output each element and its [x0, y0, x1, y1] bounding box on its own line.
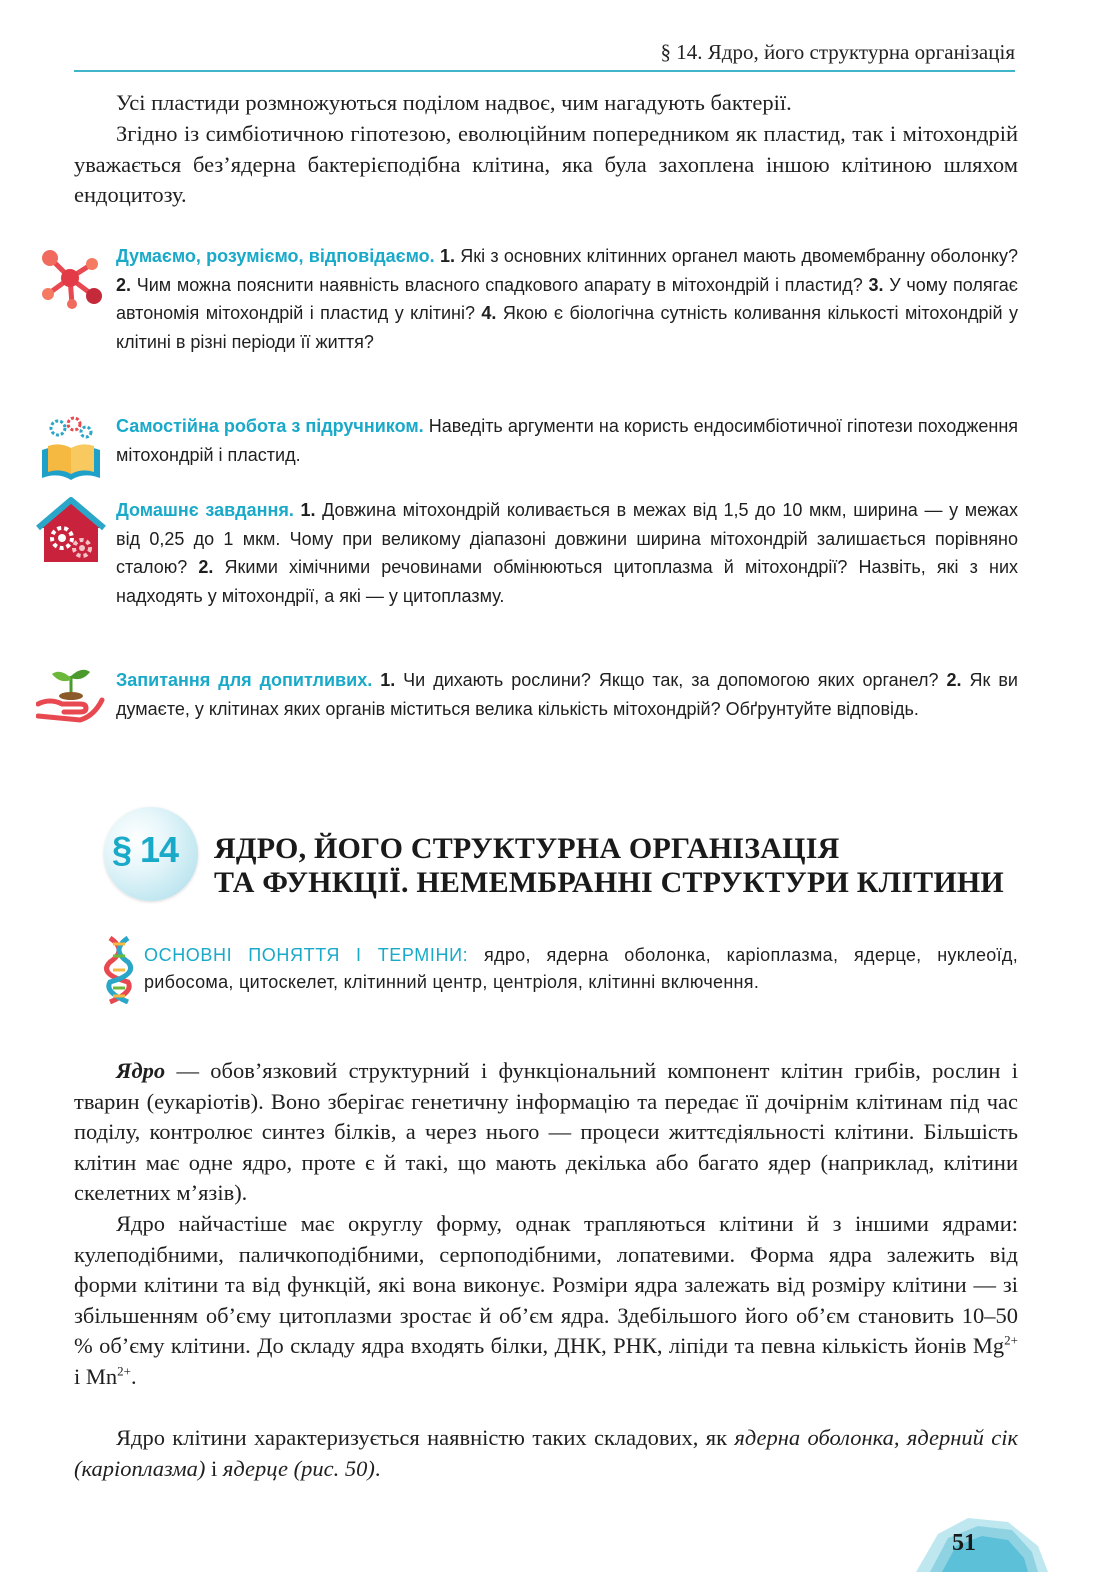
task-curious: [116, 666, 1018, 723]
task-think-number-1: 1.: [439, 246, 455, 266]
section-badge: [104, 807, 198, 901]
task-curious-question-2: Як ви думаєте, у клітинах яких органів міститься велика кількість мітохондрій? Обґрунтуйте відповідь.: [116, 670, 1018, 719]
body-paragraph-2-end: .: [130, 1363, 137, 1389]
section-number: § 14: [112, 829, 179, 870]
body-paragraph-3-and: і: [205, 1455, 223, 1481]
section-title: [214, 832, 1024, 900]
body-paragraph-3-italic-1: ядерна оболонка, ядерний сік (каріоплазма): [74, 1425, 1018, 1481]
term-nucleus: Ядро: [116, 1058, 166, 1083]
intro-paragraph-1: Усі пластиди розмножуються поділом надвоє, чим нагадують бактерії.: [116, 90, 792, 115]
task-curious-question-1: Чи дихають рослини? Якщо так, за допомогою яких органел?: [395, 670, 947, 690]
task-think-question-2: Чим можна пояснити наявність власного спадкового апарату в мітохондрій і пластид?: [131, 274, 869, 295]
book-gears-icon: [38, 414, 104, 486]
task-homework: [116, 496, 1018, 610]
page-number-tab: [908, 1512, 1048, 1572]
dna-icon: [104, 936, 134, 1004]
task-homework-number-2: 2.: [198, 557, 214, 577]
task-homework-question-1: Довжина мітохондрій коливається в межах від 1,5 до 10 мкм, ширина — у межах від 0,25 до 1 мкм. Чому при великому діапазоні довжини ширина мітохондрій залишається порівняно сталою?: [116, 500, 1018, 577]
task-think-question-1: Які з основних клітинних органел мають двомембранну оболонку?: [454, 246, 1018, 266]
mg-charge: 2+: [1004, 1332, 1018, 1348]
key-terms: [144, 942, 1018, 996]
task-homework-number-1: 1.: [300, 500, 316, 520]
key-terms-lead: ОСНОВНІ ПОНЯТТЯ І ТЕРМІНИ:: [144, 945, 469, 965]
hand-sprout-icon: [36, 664, 106, 726]
task-homework-lead: Домашнє завдання.: [116, 500, 294, 520]
section-title-line-2: ТА ФУНКЦІЇ. НЕМЕМБРАННІ СТРУКТУРИ КЛІТИНИ: [214, 866, 1004, 899]
body-paragraph-2: [74, 1209, 1018, 1392]
task-homework-question-2: Якими хімічними речовинами обмінюються цитоплазма й мітохондрії? Назвіть, які з них надходять у мітохондрії, а які — у цитоплазму.: [116, 557, 1019, 606]
page-number: 51: [952, 1530, 976, 1556]
body-paragraph-2-text: Ядро найчастіше має округлу форму, однак трапляються клітини й з іншими ядрами: кулеподібними, паличкоподібними, серпоподібними, лопатевими. Форма ядра залежить від форми клітини та від функцій, які вона виконує. Розміри ядра залежать від розміру клітини — зі збільшенням об’єму цитоплазми зростає й об’єм ядра. Здебільшого його об’єм становить 10–50 % об’єму клітини. До складу ядра входять білки, ДНК, РНК, ліпіди та певна кількість йонів Mg: [74, 1211, 1018, 1358]
section-title-line-1: ЯДРО, ЙОГО СТРУКТУРНА ОРГАНІЗАЦІЯ: [214, 832, 840, 865]
header-rule: [74, 70, 1015, 72]
task-curious-number-2: 2.: [946, 670, 962, 690]
task-think: [116, 242, 1018, 356]
task-think-question-3: У чому полягає автономія мітохондрій і пластид у клітині?: [116, 274, 1018, 323]
intro-paragraph-2: Згідно із симбіотичною гіпотезою, еволюційним попередником як пластид, так і мітохондрій уважається без’ядерна бактерієподібна клітина, яка була захоплена іншою клітиною шляхом ендоцитозу.: [74, 121, 1018, 207]
task-think-number-2: 2.: [116, 274, 132, 295]
body-paragraph-1-text: — обов’язковий структурний і функціональний компонент клітин грибів, рослин і тварин (еукаріотів). Воно зберігає генетичну інформацію та передає її дочірнім клітинам під час поділу, контролює синтез білків, а через нього — процеси життєдіяльності клітини. Більшість клітин має одне ядро, проте є й такі, що мають декілька або багато ядер (наприклад, клітини скелетних м’язів).: [74, 1058, 1018, 1205]
task-self-study-text: Наведіть аргументи на користь ендосимбіотичної гіпотези походження мітохондрій і пластид.: [116, 416, 1019, 465]
task-curious-number-1: 1.: [380, 670, 396, 690]
molecule-icon: [36, 244, 106, 310]
task-curious-lead: Запитання для допитливих.: [116, 670, 373, 690]
body-paragraph-3-end: .: [374, 1455, 381, 1481]
body-paragraph-3-text: Ядро клітини характеризується наявністю таких складових, як: [116, 1425, 735, 1450]
task-think-question-4: Якою є біологічна сутність коливання кількості мітохондрій у клітині в різні періоди її життя?: [116, 303, 1018, 352]
task-think-number-4: 4.: [481, 303, 497, 323]
house-gears-icon: [36, 496, 106, 566]
body-paragraph-1: [74, 1056, 1018, 1209]
task-self-study: [116, 412, 1018, 469]
task-self-study-lead: Самостійна робота з підручником.: [116, 416, 424, 436]
mn-charge: 2+: [117, 1363, 131, 1378]
task-think-lead: Думаємо, розуміємо, відповідаємо.: [116, 246, 435, 266]
body-paragraph-2-mid: і Mn: [74, 1363, 118, 1389]
running-head: § 14. Ядро, його структурна організація: [660, 40, 1015, 64]
body-paragraph-3: [74, 1423, 1018, 1484]
task-think-number-3: 3.: [868, 274, 884, 295]
key-terms-list: ядро, ядерна оболонка, каріоплазма, ядерце, нуклеоїд, рибосома, цитоскелет, клітинний центр, центріоля, клітинні включення.: [144, 945, 1018, 992]
body-paragraph-3-italic-2: ядерце (рис. 50): [222, 1455, 375, 1481]
